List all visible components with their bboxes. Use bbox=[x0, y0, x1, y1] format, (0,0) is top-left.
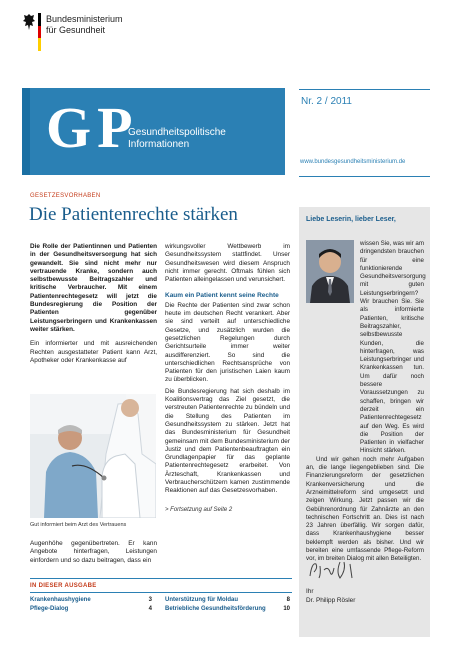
newsletter-title: Gesundheitspolitische Informationen bbox=[128, 127, 226, 150]
index-item[interactable]: Betriebliche Gesundheitsförderung 10 bbox=[165, 606, 290, 612]
article-column-2 bbox=[165, 243, 290, 517]
article-paragraph: wirkungsvoller Wettbewerb im Gesundheitssystem stattfindet. Unser Gesundheitswesen wird diesem Anspruch nicht immer gerecht. Oftmals fühlen sich Patienten alleingelassen und verunsichert. bbox=[165, 243, 290, 284]
continued-link[interactable]: > Fortsetzung auf Seite 2 bbox=[165, 506, 233, 513]
article-paragraph: Die Rechte der Patienten sind zwar schon heute im deutschen Recht verankert. Aber sie sind verteilt auf unterschiedliche Gesetze, und zusätzlich wurden die gesetzlichen Regelungen durch Gerichtsurteile immer weiter ausdifferenziert. So sind die unterschiedlichen Rechtsansprüche von Patienten für den juristischen Laien kaum zu überblicken. bbox=[165, 301, 290, 384]
photo-illustration bbox=[30, 394, 156, 518]
article-column-1-continued bbox=[30, 540, 157, 565]
gp-logo: GP bbox=[46, 95, 139, 160]
federal-eagle-icon bbox=[22, 13, 36, 31]
index-rule bbox=[30, 592, 292, 593]
letter-greeting: Liebe Leserin, lieber Leser, bbox=[306, 216, 396, 223]
article-headline: Die Patientenrechte stärken bbox=[29, 204, 238, 225]
ministry-name: Bundesministerium für Gesundheit bbox=[46, 14, 123, 35]
issue-number: Nr. 2 / 2011 bbox=[301, 96, 352, 107]
index-item[interactable]: Unterstützung für Moldau 8 bbox=[165, 597, 290, 603]
article-paragraph: Die Bundesregierung hat sich deshalb im Koalitionsvertrag das Ziel gesetzt, die verstreuten Patientenrechte zu bündeln und die Stellung des Patienten im Gesundheitssystem zu stärken. Jetzt hat das Bundesministerium für Gesundheit gemeinsam mit dem Bundesministerium der Justiz und dem Patientenbeauftragten ein Grundlagenpapier für das geplante Patientenrechtegesetz erarbeitet. Von Ärzteschaft, Krankenkassen und Verbraucherschützern kamen zustimmende Reaktionen auf das Gesetzesvorhaben. bbox=[165, 387, 290, 495]
website-link[interactable]: www.bundesgesundheitsministerium.de bbox=[300, 159, 406, 165]
issue-rule-bottom bbox=[299, 176, 430, 177]
letter-paragraph: wissen Sie, was wir am dringendsten brauchen für eine funktionierende Gesundheitsversorgung mit guten Leistungserbringern? Wir brauchen Sie. Sie als informierte Patienten, kritische Beitragszahler, selbstbewusste Kunden, die hinterfragen, was Leistungserbringer und Krankenkassen tun. Um dafür noch bessere Voraussetzungen zu schaffen, bringen wir derzeit ein Patientenrechtegesetz auf den Weg. Es wird die Position der Patienten in vielfacher Hinsicht stärken. bbox=[360, 240, 426, 455]
article-lead: Die Rolle der Patientinnen und Patienten in der Gesundheitsversorgung hat sich gewandelt. Sie sind nicht mehr nur vertrauende Kranke, sondern auch selbstbewusste Beitragszahler und kritische Verbraucher. Mit einem Patientenrechtegesetz will jetzt die Bundesregierung die Position der Patienten gegenüber Leistungserbringern und Krankenkassen weiter stärken. bbox=[30, 243, 157, 333]
ministry-header bbox=[22, 13, 172, 55]
index-title: IN DIESER AUSGABE bbox=[30, 583, 97, 589]
index-item[interactable]: Krankenhaushygiene 3 bbox=[30, 597, 152, 603]
article-kicker: GESETZESVORHABEN bbox=[30, 193, 101, 199]
index-rule-top bbox=[30, 578, 292, 579]
letter-body bbox=[306, 240, 424, 564]
letter-paragraph: Und wir gehen noch mehr Aufgaben an, die lange liegengeblieben sind. Die Finanzierungsreform der gesetzlichen Krankenversicherung und die Arzneimittelreform sind umgesetzt und zeigen Wirkung. Jetzt passen wir die Gebührenordnung für Zahnärzte an den technischen Fortschritt an. Dies ist nach 23 Jahren überfällig. Wir sorgen dafür, dass Krankenhaushygiene besser beklempft werden als bisher. Und wir bereiten eine umfassende Pflege-Reform vor, im breiten Dialog mit allen Beteiligten. bbox=[306, 455, 424, 563]
issue-rule-top bbox=[299, 89, 430, 90]
article-paragraph: Ein informierter und mit ausreichenden Rechten ausgestatteter Patient kann Arzt, Apotheker oder Krankenkasse auf bbox=[30, 340, 157, 364]
banner-accent bbox=[22, 88, 30, 175]
doctor-patient-photo bbox=[30, 394, 156, 518]
article-column-1 bbox=[30, 243, 157, 371]
article-subhead: Kaum ein Patient kennt seine Rechte bbox=[165, 292, 279, 300]
index-item[interactable]: Pflege-Dialog 4 bbox=[30, 606, 152, 612]
letter-closing: Ihr Dr. Philipp Rösler bbox=[306, 588, 356, 604]
signature-image bbox=[306, 558, 376, 582]
german-flag-bar bbox=[38, 13, 41, 51]
article-paragraph: Augenhöhe gegenübertreten. Er kann Angebote hinterfragen, Leistungen einfordern und so dazu beitragen, dass ein bbox=[30, 540, 157, 564]
photo-caption: Gut informiert beim Arzt des Vertrauens bbox=[30, 522, 127, 528]
